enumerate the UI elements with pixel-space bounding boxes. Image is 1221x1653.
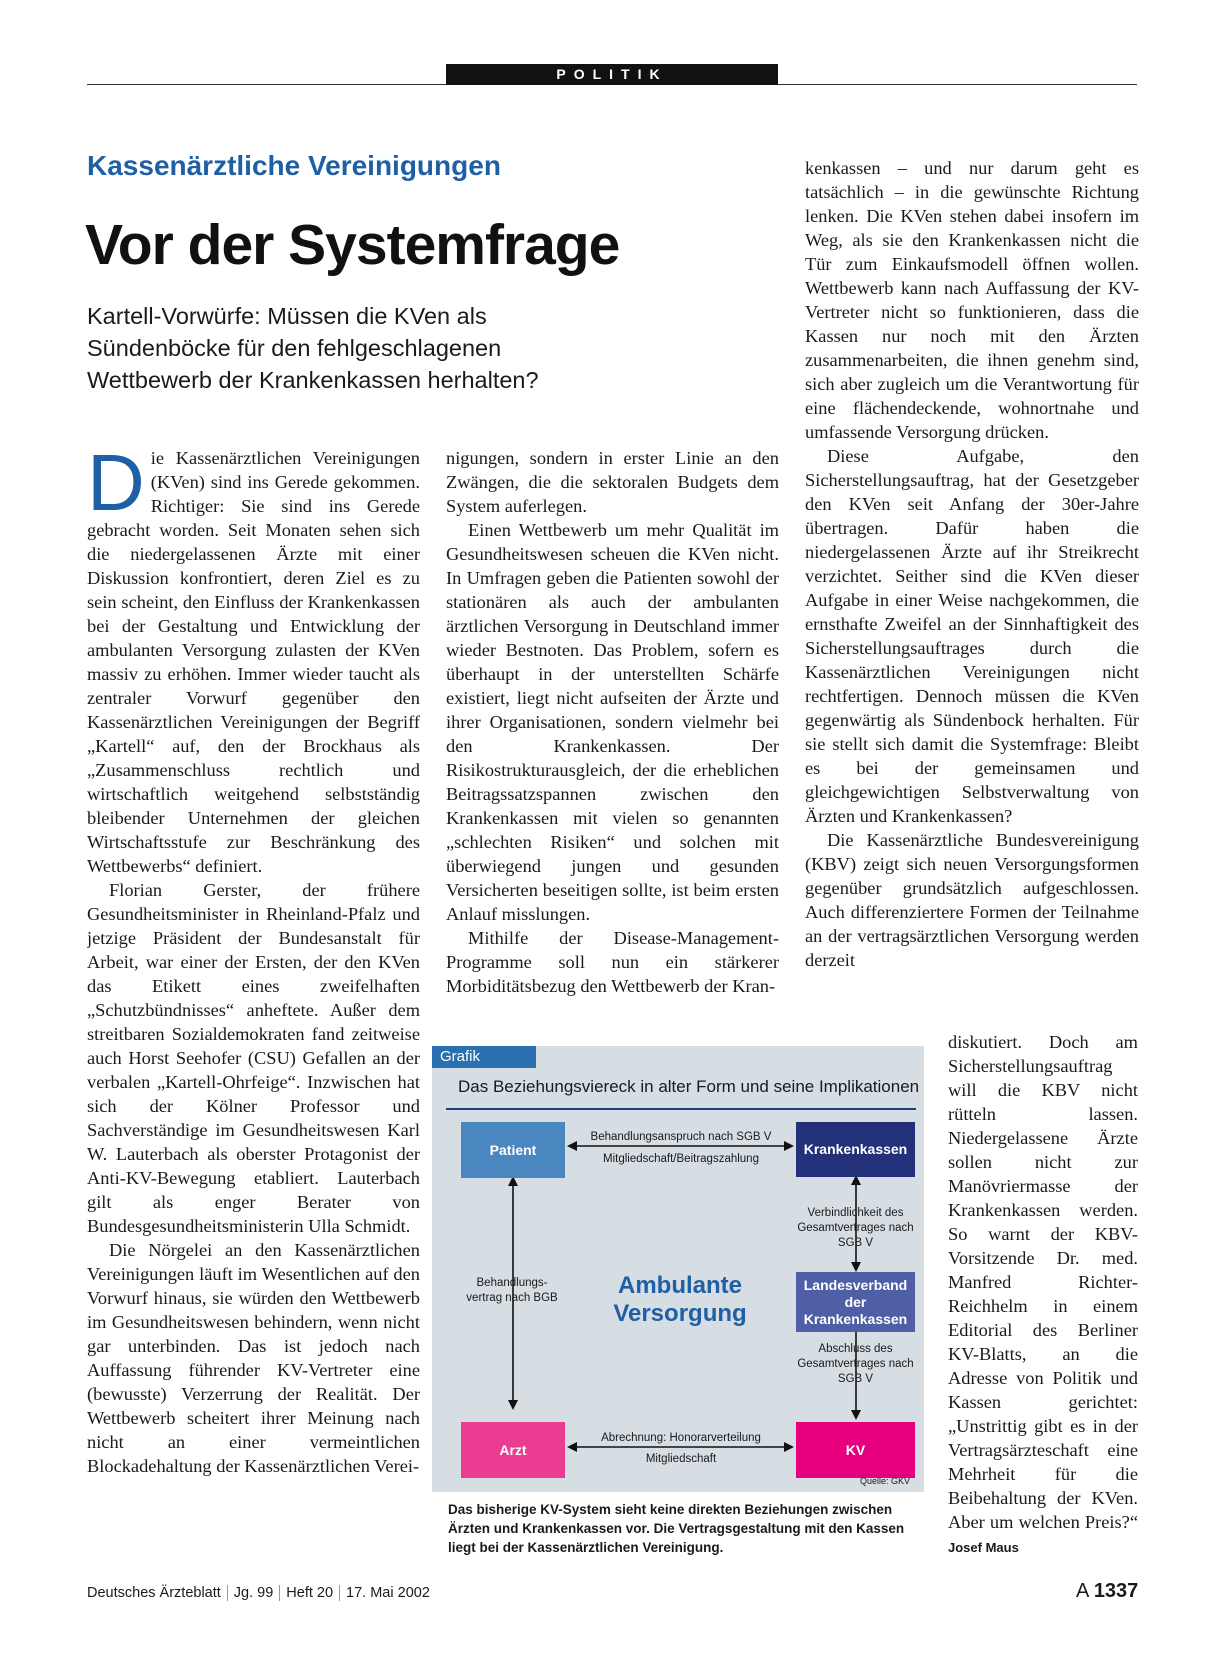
node-arzt: Arzt [461,1422,565,1478]
article-kicker: Kassenärztliche Vereinigungen [87,150,501,181]
figure-tag: Grafik [432,1046,536,1068]
paragraph: nigungen, sondern in erster Linie an den Zwängen, die die sektoralen Budgets dem System auferlegen. [446,448,779,516]
edge-label-mitgliedschaft: Mitgliedschaft [645,1453,717,1465]
footer-journal: Deutsches Ärzteblatt [87,1585,221,1601]
edge-label-behandlungsanspruch: Behandlungsanspruch nach SGB V [590,1131,772,1143]
page-number: A 1337 [1076,1580,1139,1602]
paragraph: Diese Aufgabe, den Sicherstellungsauftrag, hat der Gesetzgeber den KVen seit Anfang der 30er-Jahre übertragen. Dafür haben die niedergelassenen Ärzte auf ihr Streikrecht verzichtet. Seither sind die KVen dieser Aufgabe in einer Weise nachgekommen, die ernsthafte Zweifel an der Sinnhaftigkeit des Sicherstellungsauftrages durch die Kassenärztlichen Vereinigungen nicht rechtfertigen. Dennoch müssen die KVen gegenwärtig als Sündenbock herhalten. Für sie stellt sich damit die Systemfrage: Bleibt es bei der gemeinsamen und gleichgewichtigen Selbstverwaltung von Ärzten und Krankenkassen? [805,446,1139,826]
figure-title: Das Beziehungsviereck in alter Form und seine Implikationen [458,1077,920,1096]
drop-cap: D [87,446,145,527]
article-dek: Kartell-Vorwürfe: Müssen die KVen als Sündenböcke für den fehlgeschlagenen Wettbewerb der Krankenkassen herhalten? [87,303,539,393]
edge-label-behandlungsvertrag: Behandlungs-vertrag nach BGB [466,1277,558,1304]
paragraph: Die Nörgelei an den Kassenärztlichen Vereinigungen läuft im Wesentlichen auf den Vorwurf hinaus, sie würden den Wettbewerb im Gesundheitswesen behindern, wenn nicht gar unterbinden. Das ist jedoch nach Auffassung führender KV-Vertreter eine (bewusste) Verzerrung der Realität. Der Wettbewerb scheitert ihrer Meinung nach nicht an einer vermeintlichen Blockadehaltung der Kassenärztlichen Verei- [87,1240,420,1476]
figure-center-label: Ambulante Versorgung [613,1272,747,1327]
figure-caption: Das bisherige KV-System sieht keine direkten Beziehungen zwischen Ärzten und Krankenkassen vor. Die Vertragsgestaltung mit den Kassen liegt bei der Kassenärztlichen Vereinigung. [448,1502,905,1555]
paragraph: diskutiert. Doch am Sicherstellungsauftrag will die KBV nicht rütteln lassen. Niedergelassene Ärzte sollen nicht zur Manövriermasse der Krankenkassen werden. So warnt der KBV-Vorsitzende Dr. med. Manfred Richter-Reichhelm in einem Editorial des Berliner KV-Blatts, an die Adresse von Politik und Kassen gerichtet: „Unstrittig gibt es in der Vertragsärzteschaft eine Mehrheit für die Beibehaltung der KVen. Aber um welchen Preis?“ Josef Maus [948,1032,1138,1555]
paragraph: kenkassen – und nur darum geht es tatsächlich – in die gewünschte Richtung lenken. Die KVen stehen dabei insofern im Weg, als sie den Krankenkassen nicht die Tür zum Einkaufsmodell öffnen wollen. Wettbewerb kann nach Auffassung der KV-Vertreter nicht so funktionieren, dass die Kassen nur noch mit den Ärzten zusammenarbeiten, die ihnen genehm sind, sich aber zugleich um die Verantwortung für eine flächendeckende, wohnortnahe und umfassende Versorgung drücken. [805,158,1139,442]
article-headline: Vor der Systemfrage [85,213,620,277]
node-krankenkassen: Krankenkassen [796,1122,915,1177]
paragraph: Mithilfe der Disease-Management-Programme soll nun ein stärkerer Morbiditätsbezug den Wettbewerb der Kran- [446,928,779,996]
footer-citation [87,1585,430,1601]
edge-label-verbindlichkeit: Verbindlichkeit des Gesamtvertrages nach SGB V [797,1207,914,1249]
node-patient: Patient [461,1122,565,1178]
node-kv: KV [796,1422,915,1478]
author-byline: Josef Maus [948,1540,1019,1555]
footer-date: 17. Mai 2002 [346,1585,430,1601]
edge-label-abrechnung: Abrechnung: Honorarverteilung [601,1432,761,1444]
edge-label-abschluss: Abschluss des Gesamtvertrages nach SGB V [797,1343,914,1385]
node-landesverband: Landesverband der Krankenkassen [796,1272,915,1332]
paragraph: Die Kassenärztlichen Vereinigungen (KVen) sind ins Gerede gekommen. Richtiger: Sie sind ins Gerede gebracht worden. Seit Monaten sehen sich die niedergelassenen Ärzte mit einer Diskussion konfrontiert, deren Ziel es zu sein scheint, den Einfluss der Krankenkassen bei der Gestaltung und Entwicklung der ambulanten Versorgung zulasten der KVen massiv zu erhöhen. Immer wieder taucht als zentraler Vorwurf gegenüber den Kassenärztlichen Vereinigungen der Begriff „Kartell“ auf, den der Brockhaus als „Zusammenschluss rechtlich und wirtschaftlich weitgehend selbstständig bleibender Unternehmen der gleichen Wirtschaftsstufe zur Beschränkung des Wettbewerbs“ definiert. [87,446,420,876]
paragraph: Die Kassenärztliche Bundesvereinigung (KBV) zeigt sich neuen Versorgungsformen gegenüber grundsätzlich aufgeschlossen. Auch differenziertere Formen der Teilnahme an der vertragsärztlichen Versorgung werden derzeit [805,830,1139,970]
edge-label-mitgliedschaft-beitrag: Mitgliedschaft/Beitragszahlung [603,1153,759,1165]
figure-source: Quelle: GKV [860,1476,911,1486]
paragraph: Florian Gerster, der frühere Gesundheitsminister in Rheinland-Pfalz und jetzige Präsident der Bundesanstalt für Arbeit, war einer der Ersten, der den KVen das Etikett eines zweifelhaften „Schutzbündnisses“ anheftete. Außer dem streitbaren Sozialdemokraten fand zeitweise auch Horst Seehofer (CSU) Gefallen an der verbalen „Kartell-Ohrfeige“. Inzwischen hat sich der Kölner Professor und Sachverständige im Gesundheitswesen Karl W. Lauterbach als oberster Protagonist der Anti-KV-Bewegung etabliert. Lauterbach gilt als enger Berater von Bundesgesundheitsministerin Ulla Schmidt. [87,880,420,1236]
paragraph: Einen Wettbewerb um mehr Qualität im Gesundheitswesen scheuen die KVen nicht. In Umfragen geben die Patienten sowohl der stationären als auch der ambulanten ärztlichen Versorgung in Deutschland immer wieder Bestnoten. Das Problem, sofern es überhaupt in der unterstellten Schärfe existiert, liegt nicht aufseiten der Ärzte und ihrer Organisationen, sondern vielmehr bei den Krankenkassen. Der Risikostrukturausgleich, der die erheblichen Beitragssatzspannen zwischen den Krankenkassen mit vielen so genannten „schlechten Risiken“ und solchen mit überwiegend jungen und gesunden Versicherten beseitigen sollte, ist beim ersten Anlauf misslungen. [446,520,779,924]
footer-issue: Heft 20 [286,1585,334,1601]
section-tag: POLITIK [446,64,778,85]
footer-volume: Jg. 99 [233,1585,274,1601]
